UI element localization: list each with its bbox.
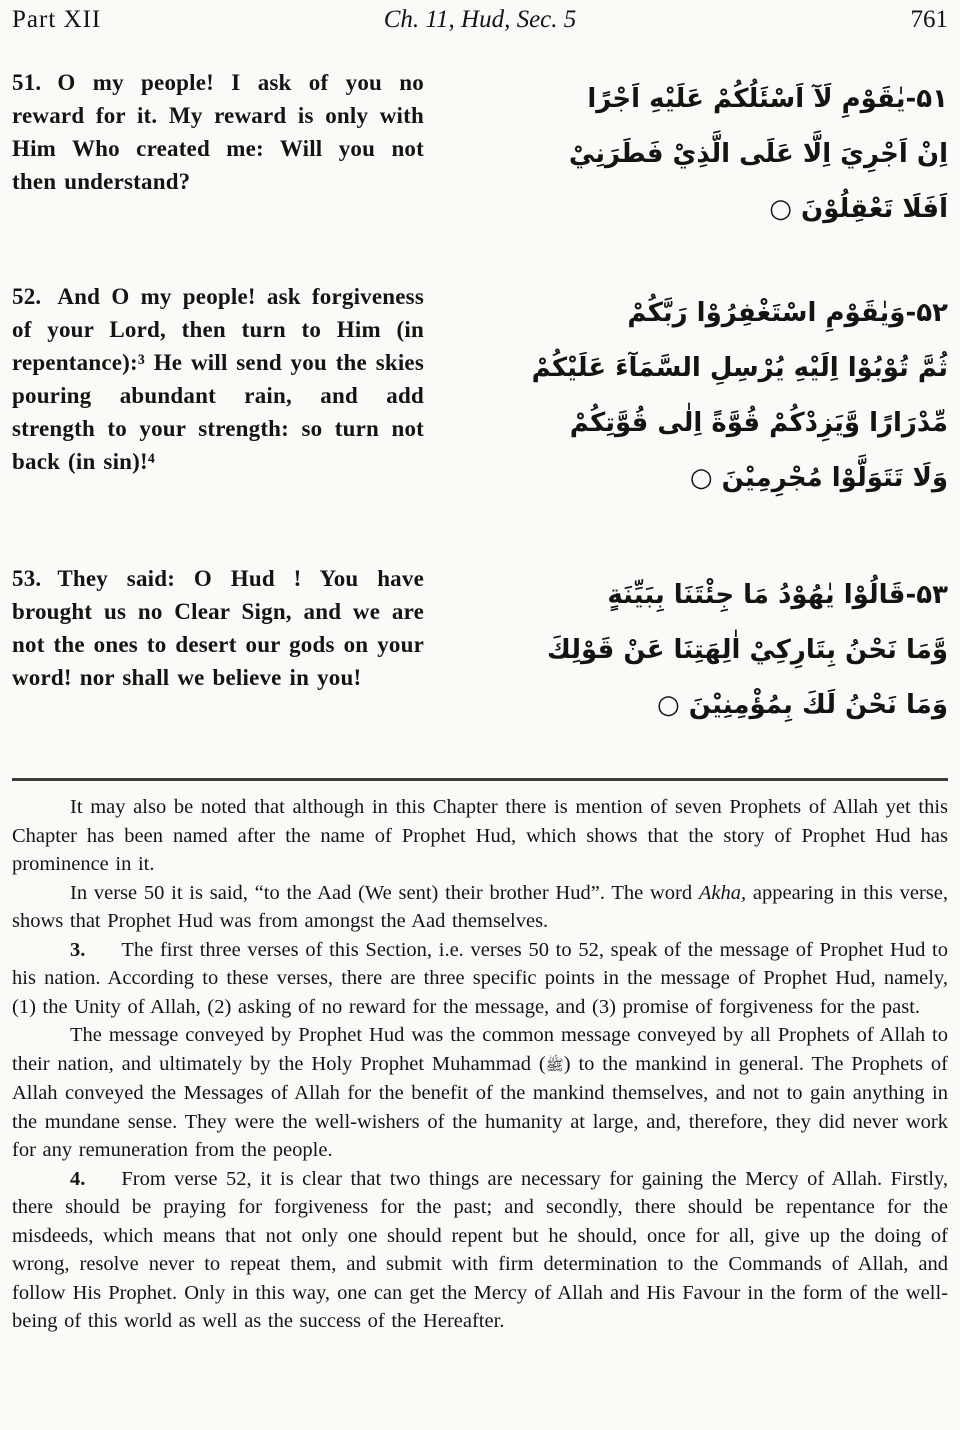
paragraph-text: ) to the mankind in general. The Prophets of Allah conveyed the Messages of Allah for the benefit of the mankind themselves, and not to gain anything in the mundane sense. They were the well-wishers of the humanity at large, and, therefore, they did never work for any remuneration from the people. — [12, 1052, 948, 1161]
verse-52-translation: And O my people! ask forgiveness of your Lord, then turn to Him (in repentance):³ He will send you the skies pouring abundant rain, and add strength to your strength: so turn not back (in sin)!⁴ — [12, 284, 424, 474]
paragraph-text: The first three verses of this Section, i.e. verses 50 to 52, speak of the message of Prophet Hud to his nation. According to these verses, there are three specific points in the message of Prophet Hud, namely, (1) the Unity of Allah, (2) asking of no reward for the message, and (3) promise of forgiveness for the past. — [12, 938, 948, 1018]
arabic-line: مِّدْرَارًا وَّيَزِدْكُمْ قُوَّةً اِلٰى قُوَّتِكُمْ — [569, 408, 948, 438]
arabic-line: وَلَا تَتَوَلَّوْا مُجْرِمِيْنَ ○ — [689, 463, 948, 493]
arabic-line: ۵۱-يٰقَوْمِ لَآ اَسْئَلُكُمْ عَلَيْهِ اَجْرًا — [587, 84, 948, 114]
footnote-number: 4. — [70, 1167, 86, 1190]
verse-52-arabic — [424, 280, 948, 506]
page-header — [12, 6, 948, 42]
arabic-line: وَّمَا نَحْنُ بِتَارِكِيْ اٰلِهَتِنَا عَنْ قَوْلِكَ — [547, 635, 948, 665]
arabic-line: اِنْ اَجْرِيَ اِلَّا عَلَى الَّذِيْ فَطَرَنِيْ — [568, 139, 948, 169]
arabic-line: ثُمَّ تُوْبُوْا اِلَيْهِ يُرْسِلِ السَّمَآءَ عَلَيْكُمْ — [531, 353, 948, 383]
verse-52-number: 52. — [12, 284, 42, 309]
commentary-paragraph-2 — [12, 879, 948, 936]
verse-53-number: 53. — [12, 566, 42, 591]
verse-row-53 — [12, 562, 948, 762]
commentary-paragraph-5 — [12, 1165, 948, 1336]
commentary-paragraph-1 — [12, 793, 948, 879]
verses-section — [12, 66, 948, 762]
chapter-heading: Ch. 11, Hud, Sec. 5 — [383, 6, 577, 33]
verse-51-number: 51. — [12, 70, 42, 95]
verse-53-arabic — [424, 562, 948, 733]
verse-row-51 — [12, 66, 948, 280]
arabic-line: ۵۳-قَالُوْا يٰهُوْدُ مَا جِئْتَنَا بِبَيِّنَةٍ — [607, 580, 948, 610]
arabic-line: ۵۲-وَيٰقَوْمِ اسْتَغْفِرُوْا رَبَّكُمْ — [627, 298, 948, 328]
section-divider — [12, 778, 948, 781]
commentary-section — [12, 793, 948, 1336]
paragraph-text: The message conveyed by Prophet Hud was the common message conveyed by all Prophets of Allah to their nation, and ultimately by the Holy Prophet Muhammad ( — [12, 1024, 948, 1075]
paragraph-text: It may also be noted that although in this Chapter there is mention of seven Prophets of Allah yet this Chapter has been named after the name of Prophet Hud, which shows that the story of Prophet Hud has prominence in it. — [12, 796, 948, 875]
verse-53-translation: They said: O Hud ! You have brought us no Clear Sign, and we are not the ones to desert our gods on your word! nor shall we believe in you! — [12, 566, 424, 690]
page-number: 761 — [910, 6, 948, 33]
pbuh-symbol: ﷺ — [545, 1055, 564, 1074]
paragraph-text: In verse 50 it is said, “to the Aad (We sent) their brother Hud”. The word — [70, 881, 699, 904]
commentary-paragraph-3 — [12, 936, 948, 1022]
footnote-number: 3. — [70, 938, 86, 961]
arabic-line: اَفَلَا تَعْقِلُوْنَ ○ — [769, 194, 948, 224]
part-label: Part XII — [12, 6, 102, 33]
italic-term: Akha, — [698, 881, 747, 904]
verse-52-english — [12, 280, 424, 478]
verse-53-english — [12, 562, 424, 694]
verse-51-english — [12, 66, 424, 198]
verse-51-arabic — [424, 66, 948, 237]
verse-row-52 — [12, 280, 948, 562]
commentary-paragraph-4 — [12, 1021, 948, 1165]
arabic-line: وَمَا نَحْنُ لَكَ بِمُؤْمِنِيْنَ ○ — [656, 690, 948, 720]
paragraph-text: appearing in this verse, shows that Prophet Hud was from amongst the Aad themselves. — [12, 881, 949, 932]
verse-51-translation: O my people! I ask of you no reward for it. My reward is only with Him Who created me: Will you not then understand? — [12, 70, 424, 194]
paragraph-text: From verse 52, it is clear that two things are necessary for gaining the Mercy of Allah. Firstly, there should be praying for forgiveness for the past; and secondly, there should be repentance for the misdeeds, which means that not only one should repent but he should, once for all, give up the doing of wrong, resolve never to repeat them, and submit with firm determination to the Commands of Allah, and follow His Prophet. Only in this way, one can get the Mercy of Allah and His Favour in the form of the well-being of this world as well as the success of the Hereafter. — [12, 1167, 948, 1332]
